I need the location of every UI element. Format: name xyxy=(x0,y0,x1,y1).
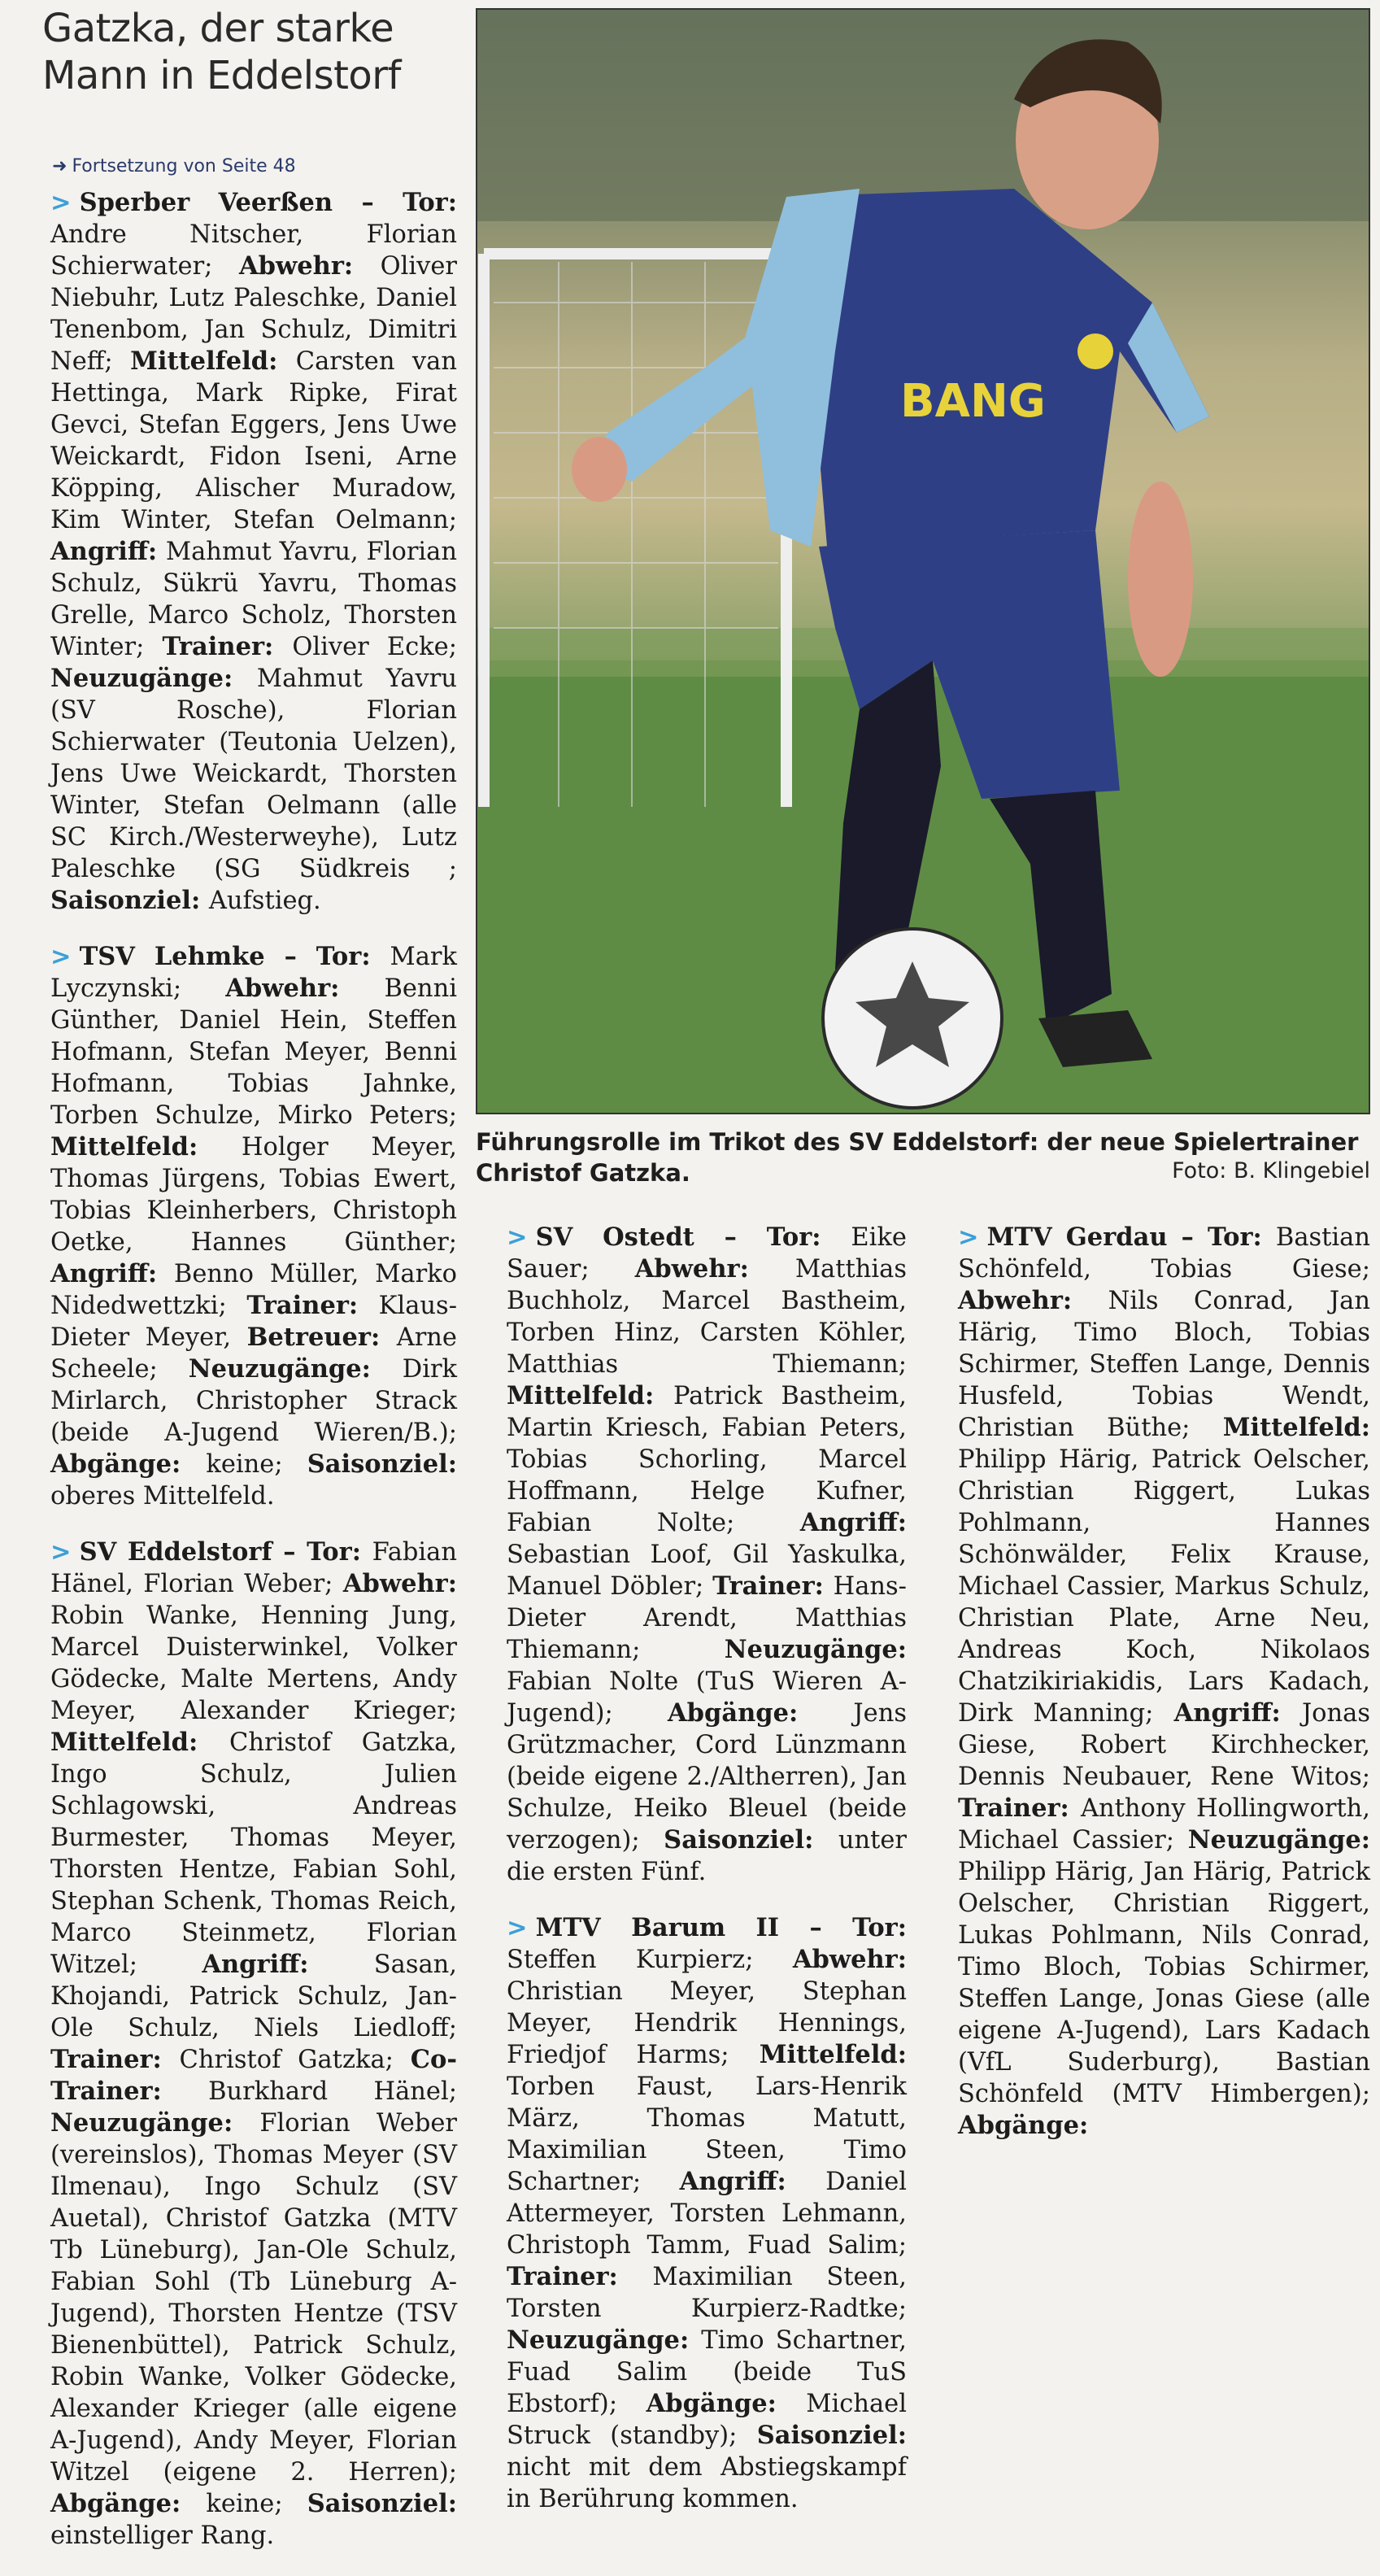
role-label: Abgänge: xyxy=(668,1698,854,1728)
photo-soccer-player xyxy=(476,8,1370,1114)
role-players: unter die ersten Fünf. xyxy=(507,1826,907,1886)
team-block xyxy=(20,1536,457,2552)
role-players: Holger Meyer, Thomas Jürgens, Tobias Ewert, Tobias Kleinherbers, Christoph Oetke, Hannes Günther; xyxy=(50,1133,457,1257)
role-players: Benno Müller, Marko Nidedwettzki; xyxy=(50,1260,457,1320)
role-players: Philipp Härig, Patrick Oelscher, Christian Riggert, Lukas Pohlmann, Hannes Schönwälder, Felix Krause, Michael Cassier, Markus Schulz, Christian Plate, Arne Neu, Andreas Koch, Nikolaos Chatzikiriakidis, Lars Kadach, Dirk Manning; xyxy=(958,1445,1370,1728)
role-players: keine; xyxy=(206,2490,307,2518)
role-label: Tor: xyxy=(1207,1223,1276,1252)
role-label: Tor: xyxy=(307,1537,372,1567)
team-name: MTV Barum II – xyxy=(535,1913,853,1942)
role-players: Daniel Attermeyer, Torsten Lehmann, Christoph Tamm, Fuad Salim; xyxy=(507,2168,907,2260)
role-players: Fabian Hänel, Florian Weber; xyxy=(50,1538,457,1598)
role-players: Andre Nitscher, Florian Schierwater; xyxy=(50,220,457,281)
team-name: MTV Gerdau – xyxy=(986,1223,1208,1252)
role-label: Trainer: xyxy=(50,2045,180,2074)
role-players: oberes Mittelfeld. xyxy=(50,1482,275,1510)
role-players: Florian Weber (vereinslos), Thomas Meyer (SV Ilmenau), Ingo Schulz (SV Auetal), Christof Gatzka (MTV Tb Lüneburg), Jan-Ole Schulz, Fabian Sohl (Tb Lüneburg A-Jugend), Thorsten Hentze (TSV Bienenbüttel), Patrick Schulz, Robin Wanke, Volker Gödecke, Alexander Krieger (alle eigene A-Jugend), Andy Meyer, Florian Witzel (eigene 2. Herren); xyxy=(50,2109,457,2487)
role-label: Mittelfeld: xyxy=(130,347,296,376)
role-label: Abwehr: xyxy=(958,1286,1108,1315)
role-players: Sebastian Loof, Gil Yaskulka, Manuel Döbler; xyxy=(507,1541,907,1601)
role-players: Burkhard Hänel; xyxy=(208,2077,458,2106)
role-players: Aufstieg. xyxy=(208,887,321,915)
role-players: Matthias Buchholz, Marcel Bastheim, Torben Hinz, Carsten Köhler, Matthias Thiemann; xyxy=(507,1255,907,1379)
role-label: Tor: xyxy=(766,1223,851,1252)
role-players: Arne Scheele; xyxy=(50,1323,457,1384)
role-label: Angriff: xyxy=(799,1508,907,1537)
role-label: Saisonziel: xyxy=(50,886,209,915)
role-label: Trainer: xyxy=(507,2262,653,2291)
team-block xyxy=(20,187,457,917)
role-label: Neuzugänge: xyxy=(507,2325,702,2355)
role-label: Mittelfeld: xyxy=(1222,1413,1370,1442)
photo-caption: Führungsrolle im Trikot des SV Eddelstorf: der neue Spielertrainer Christof Gatzka. xyxy=(476,1128,1359,1187)
column-2 xyxy=(476,1222,907,2539)
role-label: Neuzugänge: xyxy=(50,664,257,693)
team-marker-icon: > xyxy=(50,1538,72,1567)
role-players: keine; xyxy=(206,1450,307,1479)
team-marker-icon: > xyxy=(507,1223,528,1252)
role-players: Hans-Dieter Arendt, Matthias Thiemann; xyxy=(507,1572,907,1664)
role-players: Klaus-Dieter Meyer, xyxy=(50,1292,457,1352)
role-label: Neuzugänge: xyxy=(188,1354,403,1384)
role-players: Carsten van Hettinga, Mark Ripke, Firat Gevci, Stefan Eggers, Jens Uwe Weickardt, Fidon Iseni, Arne Köpping, Alischer Muradow, Kim Winter, Stefan Oelmann; xyxy=(50,347,457,534)
team-marker-icon: > xyxy=(507,1914,528,1942)
role-label: Neuzugänge: xyxy=(1187,1825,1370,1855)
player-right-arm xyxy=(1128,482,1193,677)
role-players: Sasan, Khojandi, Patrick Schulz, Jan-Ole Schulz, Niels Liedloff; xyxy=(50,1951,458,2042)
team-block xyxy=(476,1222,907,1888)
role-label: Abwehr: xyxy=(342,1569,457,1598)
role-label: Saisonziel: xyxy=(307,1449,457,1479)
role-label: Angriff: xyxy=(202,1950,374,1979)
role-players: Timo Schartner, Fuad Salim (beide TuS Ebstorf); xyxy=(507,2326,907,2418)
role-players: nicht mit dem Abstiegskampf in Berührung kommen. xyxy=(507,2453,907,2513)
team-marker-icon: > xyxy=(958,1223,979,1252)
jersey-sponsor-text: BANG xyxy=(900,375,1046,428)
team-block xyxy=(476,1912,907,2515)
continuation-text: Fortsetzung von Seite 48 xyxy=(72,156,296,177)
role-label: Abwehr: xyxy=(225,974,385,1003)
role-label: Abgänge: xyxy=(958,2111,1089,2140)
role-players: Maximilian Steen, Torsten Kurpierz-Radtke; xyxy=(507,2263,907,2323)
role-players: Oliver Niebuhr, Lutz Paleschke, Daniel Tenenbom, Jan Schulz, Dimitri Neff; xyxy=(50,252,457,376)
role-label: Abgänge: xyxy=(50,1449,207,1479)
role-label: Abwehr: xyxy=(634,1254,795,1284)
team-name: SV Ostedt – xyxy=(535,1223,767,1252)
role-label: Tor: xyxy=(316,942,390,971)
role-players: Jens Grützmacher, Cord Lünzmann (beide eigene 2./Altherren), Jan Schulze, Heiko Bleuel (beide verzogen); xyxy=(507,1699,907,1855)
role-players: Oliver Ecke; xyxy=(292,633,457,661)
role-players: Robin Wanke, Henning Jung, Marcel Duisterwinkel, Volker Gödecke, Malte Mertens, Andy Meyer, Alexander Krieger; xyxy=(50,1602,457,1725)
role-label: Trainer: xyxy=(246,1291,379,1320)
role-label: Angriff: xyxy=(679,2167,826,2196)
role-label: Mittelfeld: xyxy=(759,2040,907,2069)
column-3 xyxy=(927,1222,1370,2166)
headline-line-2: Mann in Eddelstorf xyxy=(42,53,401,98)
arrow-right-icon: ➜ xyxy=(52,156,67,177)
role-players: Christian Meyer, Stephan Meyer, Hendrik Hennings, Friedjof Harms; xyxy=(507,1977,907,2069)
continuation-note xyxy=(52,150,457,182)
role-players: Michael Struck (standby); xyxy=(507,2390,907,2450)
role-label: Co-Trainer: xyxy=(50,2045,457,2106)
role-label: Trainer: xyxy=(958,1794,1081,1823)
role-players: Mahmut Yavru (SV Rosche), Florian Schierwater (Teutonia Uelzen), Jens Uwe Weickardt, Thorsten Winter, Stefan Oelmann (alle SC Kirch./Westerweyhe), Lutz Paleschke (SG Südkreis ; xyxy=(50,665,457,883)
team-marker-icon: > xyxy=(50,189,72,217)
role-label: Angriff: xyxy=(50,1259,174,1288)
role-label: Betreuer: xyxy=(246,1323,397,1352)
team-block xyxy=(927,1222,1370,2142)
role-label: Angriff: xyxy=(1173,1698,1302,1728)
role-players: Mark Lyczynski; xyxy=(50,943,457,1003)
column-1 xyxy=(20,150,457,2576)
role-players: einstelliger Rang. xyxy=(50,2522,275,2550)
role-label: Mittelfeld: xyxy=(50,1728,230,1757)
role-label: Abwehr: xyxy=(792,1945,907,1974)
photo-illustration xyxy=(477,10,1369,1113)
role-players: Benni Günther, Daniel Hein, Steffen Hofmann, Stefan Meyer, Benni Hofmann, Tobias Jahnke, Torben Schulze, Mirko Peters; xyxy=(50,974,457,1130)
role-label: Saisonziel: xyxy=(756,2421,907,2450)
photo-credit: Foto: B. Klingebiel xyxy=(1172,1158,1370,1183)
team-name: SV Eddelstorf – xyxy=(79,1537,307,1567)
role-label: Angriff: xyxy=(50,537,166,566)
role-label: Abgänge: xyxy=(646,2389,807,2418)
role-label: Tor: xyxy=(403,188,457,217)
role-label: Mittelfeld: xyxy=(507,1381,674,1410)
role-label: Abgänge: xyxy=(50,2489,207,2518)
role-label: Neuzugänge: xyxy=(50,2108,260,2138)
team-name: Sperber Veerßen – xyxy=(79,188,403,217)
team-name: TSV Lehmke – xyxy=(79,942,316,971)
team-marker-icon: > xyxy=(50,943,72,971)
role-players: Torben Faust, Lars-Henrik März, Thomas Matutt, Maximilian Steen, Timo Schartner; xyxy=(507,2073,907,2196)
role-players: Patrick Bastheim, Martin Kriesch, Fabian Peters, Tobias Schorling, Marcel Hoffmann, Helge Kufner, Fabian Nolte; xyxy=(507,1382,907,1537)
role-players: Christof Gatzka; xyxy=(179,2046,411,2074)
role-label: Tor: xyxy=(852,1913,907,1942)
team-block xyxy=(20,941,457,1512)
role-label: Trainer: xyxy=(712,1571,834,1601)
role-players: Anthony Hollingworth, Michael Cassier; xyxy=(958,1794,1370,1855)
role-players: Jonas Giese, Robert Kirchhecker, Dennis Neubauer, Rene Witos; xyxy=(958,1699,1371,1791)
role-players: Steffen Kurpierz; xyxy=(507,1946,793,1974)
role-players: Philipp Härig, Jan Härig, Patrick Oelscher, Christian Riggert, Lukas Pohlmann, Nils Conrad, Timo Bloch, Tobias Schirmer, Steffen Lange, Jonas Giese (alle eigene A-Jugend), Lars Kadach (VfL Suderburg), Bastian Schönfeld (MTV Himbergen); xyxy=(958,1858,1370,2108)
role-players: Dirk Mirlarch, Christopher Strack (beide A-Jugend Wieren/B.); xyxy=(50,1355,458,1447)
role-players: Christof Gatzka, Ingo Schulz, Julien Schlagowski, Andreas Burmester, Thomas Meyer, Thorsten Hentze, Fabian Sohl, Stephan Schenk, Thomas Reich, Marco Steinmetz, Florian Witzel; xyxy=(50,1728,457,1979)
role-players: Nils Conrad, Jan Härig, Timo Bloch, Tobias Schirmer, Steffen Lange, Dennis Husfeld, Tobias Wendt, Christian Büthe; xyxy=(958,1287,1370,1442)
headline xyxy=(42,5,465,99)
club-crest-icon xyxy=(1077,333,1113,369)
role-label: Abwehr: xyxy=(239,251,381,281)
role-label: Trainer: xyxy=(162,632,293,661)
role-players: Mahmut Yavru, Florian Schulz, Sükrü Yavru, Thomas Grelle, Marco Scholz, Thorsten Winter; xyxy=(50,538,458,661)
role-players: Eike Sauer; xyxy=(507,1223,907,1284)
role-label: Saisonziel: xyxy=(664,1825,838,1855)
role-players: Fabian Nolte (TuS Wieren A-Jugend); xyxy=(507,1667,907,1728)
role-label: Neuzugänge: xyxy=(724,1635,907,1664)
role-label: Mittelfeld: xyxy=(50,1132,242,1162)
headline-line-1: Gatzka, der starke xyxy=(42,6,394,51)
role-players: Bastian Schönfeld, Tobias Giese; xyxy=(958,1223,1370,1284)
role-label: Saisonziel: xyxy=(307,2489,457,2518)
